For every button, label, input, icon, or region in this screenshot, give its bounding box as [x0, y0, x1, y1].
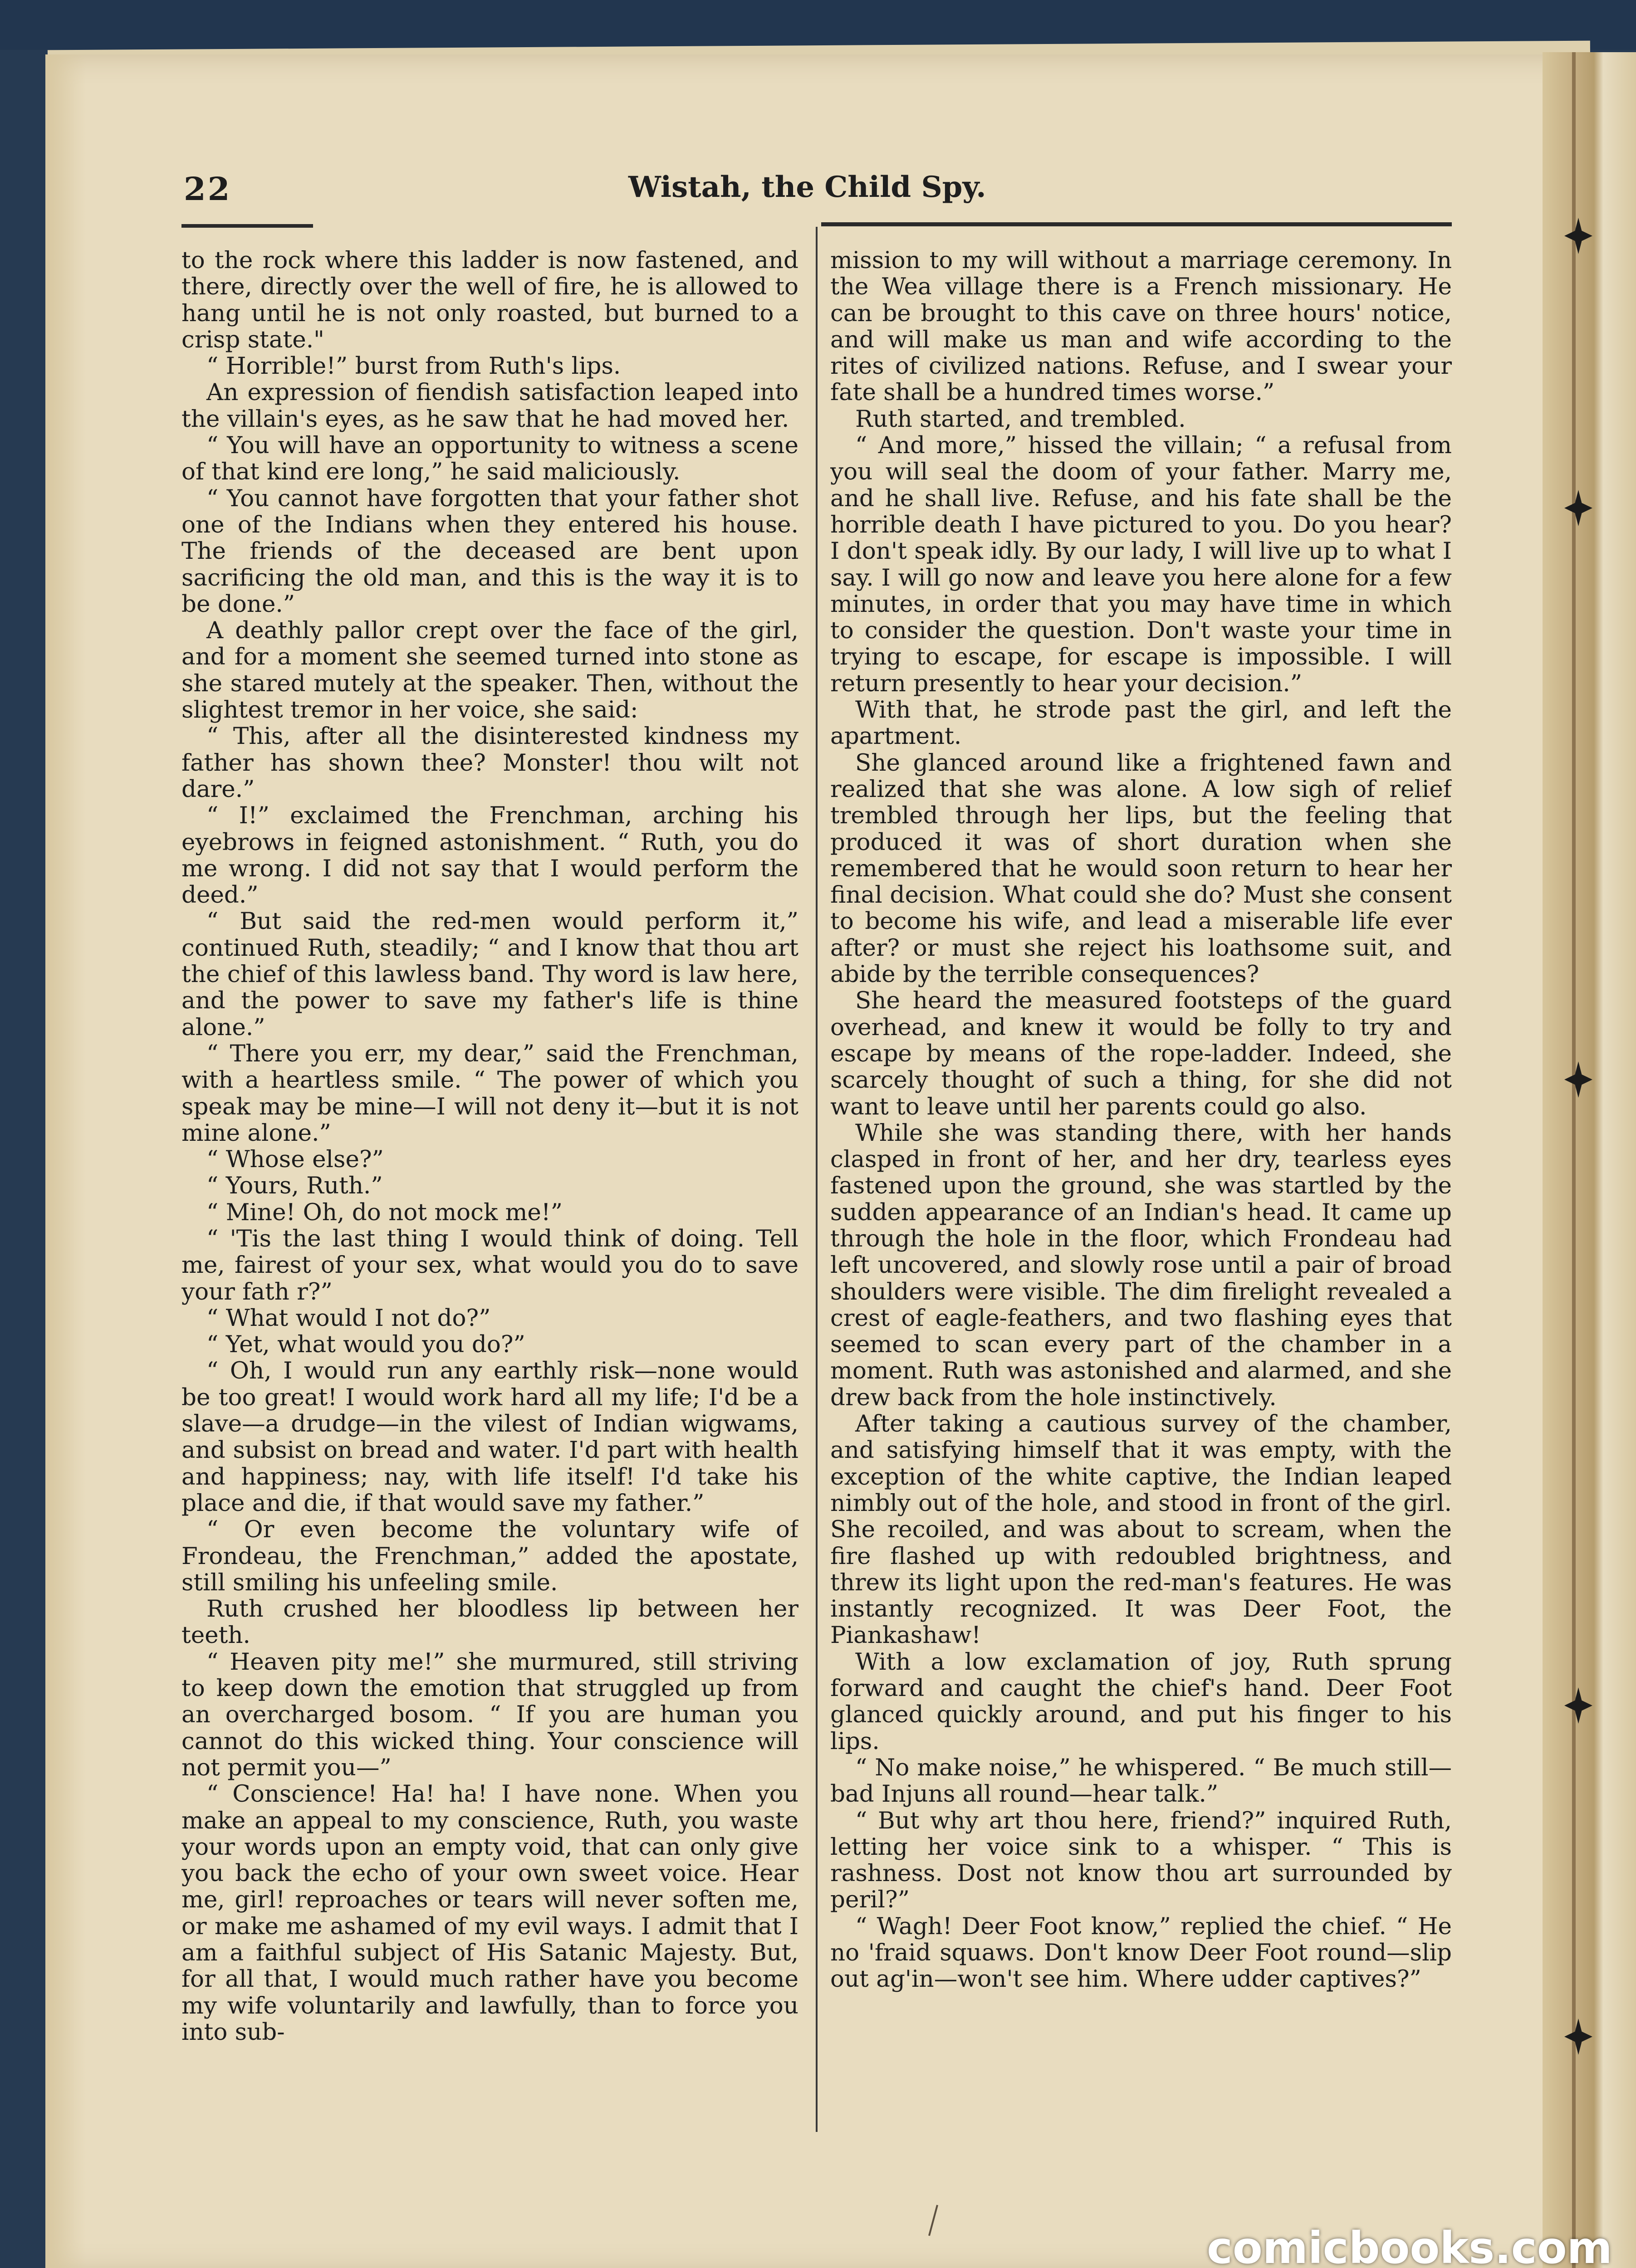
- paragraph: “ Mine! Oh, do not mock me!”: [206, 1198, 563, 1226]
- paragraph: “ Horrible!” burst from Ruth's lips.: [206, 352, 621, 380]
- paragraph: “ 'Tis the last thing I would think of doing. Tell me, fairest of your sex, what would you do to save your fath r?”: [181, 1225, 798, 1305]
- paragraph: A deathly pallor crept over the face of the girl, and for a moment she seemed turned into stone as she stared mutely at the speaker. Then, without the slightest tremor in her voice, she said:: [181, 617, 798, 724]
- paragraph: “ Or even become the voluntary wife of Frondeau, the Frenchman,” added the apostate, still smiling his unfeeling smile.: [181, 1516, 798, 1596]
- paragraph: With that, he strode past the girl, and left the apartment.: [830, 696, 1452, 750]
- book-binding-gutter: [1543, 52, 1636, 2268]
- paragraph: “ Yours, Ruth.”: [206, 1172, 383, 1200]
- paragraph: “ And more,” hissed the villain; “ a refusal from you will seal the doom of your father. Marry me, and he shall live. Refuse, and his fate shall be the horrible death I have pictured to you. Do you hear? I don't speak idly. By our lady, I will live up to what I say. I will go now and leave you here alone for a few minutes, in order that you may have time in which to consider the question. Don't waste your time in trying to escape, for escape is impossible. I will return presently to hear your decision.”: [830, 432, 1452, 697]
- paragraph: An expression of fiendish satisfaction leaped into the villain's eyes, as he saw that he had moved her.: [181, 379, 798, 433]
- binding-crease: [1572, 52, 1576, 2268]
- paragraph: “ I!” exclaimed the Frenchman, arching his eyebrows in feigned astonishment. “ Ruth, you do me wrong. I did not say that I would perform the deed.”: [181, 802, 798, 909]
- column-divider: [816, 227, 818, 2132]
- paragraph: “ There you err, my dear,” said the Frenchman, with a heartless smile. “ The power of which you speak may be mine—I will not deny it—but it is not mine alone.”: [181, 1040, 798, 1147]
- paragraph: She glanced around like a frightened fawn and realized that she was alone. A low sigh of relief trembled through her lips, but the feeling that produced it was of short duration when she remembered that he would soon return to hear her final decision. What could she do? Must she consent to become his wife, and lead a miserable life ever after? or must she reject his loathsome suit, and abide by the terrible consequences?: [830, 749, 1452, 988]
- paragraph: “ You cannot have forgotten that your father shot one of the Indians when they entered his house. The friends of the deceased are bent upon sacrificing the old man, and this is the way it is to be done.”: [181, 484, 798, 618]
- header-rule-left: [181, 224, 313, 228]
- paragraph: to the rock where this ladder is now fastened, and there, directly over the well of fire, he is allowed to hang until he is not only roasted, but burned to a crisp state.": [181, 247, 798, 353]
- paper-stain: [45, 54, 86, 2268]
- header-rule-right: [821, 222, 1452, 226]
- page-number: 22: [184, 170, 232, 208]
- paragraph: “ This, after all the disinterested kindness my father has shown thee? Monster! thou wilt not dare.”: [181, 723, 798, 803]
- right-text-column: [830, 247, 1452, 2130]
- paragraph: “ No make noise,” he whispered. “ Be much still—bad Injuns all round—hear talk.”: [830, 1754, 1452, 1808]
- paragraph: “ What would I not do?”: [206, 1304, 491, 1332]
- paragraph: While she was standing there, with her hands clasped in front of her, and her dry, tearless eyes fastened upon the ground, she was startled by the sudden appearance of an Indian's head. It came up through the hole in the floor, which Frondeau had left uncovered, and slowly rose until a pair of broad shoulders were visible. The dim firelight revealed a crest of eagle-feathers, and two flashing eyes that seemed to scan every part of the chamber in a moment. Ruth was astonished and alarmed, and she drew back from the hole instinctively.: [830, 1119, 1452, 1411]
- paragraph: She heard the measured footsteps of the guard overhead, and knew it would be folly to try and escape by means of the rope-ladder. Indeed, she scarcely thought of such a thing, for she did not want to leave until her parents could go also.: [830, 987, 1452, 1120]
- paragraph: “ Oh, I would run any earthly risk—none would be too great! I would work hard all my life; I'd be a slave—a drudge—in the vilest of Indian wigwams, and subsist on bread and water. I'd part with health and happiness; nay, with life itself! I'd take his place and die, if that would save my father.”: [181, 1357, 798, 1517]
- paragraph: mission to my will without a marriage ceremony. In the Wea village there is a French missionary. He can be brought to this cave on three hours' notice, and will make us man and wife according to the rites of civilized nations. Refuse, and I swear your fate shall be a hundred times worse.”: [830, 247, 1452, 406]
- page-header: [184, 170, 1454, 215]
- paragraph: With a low exclamation of joy, Ruth sprung forward and caught the chief's hand. Deer Foot glanced quickly around, and put his finger to his lips.: [830, 1648, 1452, 1755]
- paragraph: “ But why art thou here, friend?” inquired Ruth, letting her voice sink to a whisper. “ This is rashness. Dost not know thou art surrounded by peril?”: [830, 1807, 1452, 1914]
- paragraph: Ruth crushed her bloodless lip between her teeth.: [181, 1595, 798, 1649]
- paragraph: “ Yet, what would you do?”: [206, 1331, 525, 1359]
- paragraph: Ruth started, and trembled.: [855, 405, 1186, 433]
- paragraph: “ You will have an opportunity to witness a scene of that kind ere long,” he said maliciously.: [181, 432, 798, 486]
- paragraph: “ Heaven pity me!” she murmured, still striving to keep down the emotion that struggled up from an overcharged bosom. “ If you are human you cannot do this wicked thing. Your conscience will not permit you—”: [181, 1648, 798, 1781]
- paragraph: After taking a cautious survey of the chamber, and satisfying himself that it was empty, with the exception of the white captive, the Indian leaped nimbly out of the hole, and stood in front of the girl. She recoiled, and was about to scream, when the fire flashed up with redoubled brightness, and threw its light upon the red-man's features. He was instantly recognized. It was Deer Foot, the Piankashaw!: [830, 1410, 1452, 1649]
- paragraph: “ Conscience! Ha! ha! I have none. When you make an appeal to my conscience, Ruth, you waste your words upon an empty void, that can only give you back the echo of your own sweet voice. Hear me, girl! reproaches or tears will never soften me, or make me ashamed of my evil ways. I admit that I am a faithful subject of His Satanic Majesty. But, for all that, I would much rather have you become my wife voluntarily and lawfully, than to force you into sub-: [181, 1780, 798, 2046]
- running-title: Wistah, the Child Spy.: [628, 170, 986, 204]
- left-text-column: [181, 247, 798, 2130]
- watermark: comicbooks.com: [1207, 2223, 1612, 2268]
- paragraph: “ Whose else?”: [206, 1146, 384, 1173]
- paragraph: “ Wagh! Deer Foot know,” replied the chief. “ He no 'fraid squaws. Don't know Deer Foot round—slip out ag'in—won't see him. Where udder captives?”: [830, 1912, 1452, 1993]
- paragraph: “ But said the red-men would perform it,” continued Ruth, steadily; “ and I know that thou art the chief of this lawless band. Thy word is law here, and the power to save my father's life is thine alone.”: [181, 908, 798, 1041]
